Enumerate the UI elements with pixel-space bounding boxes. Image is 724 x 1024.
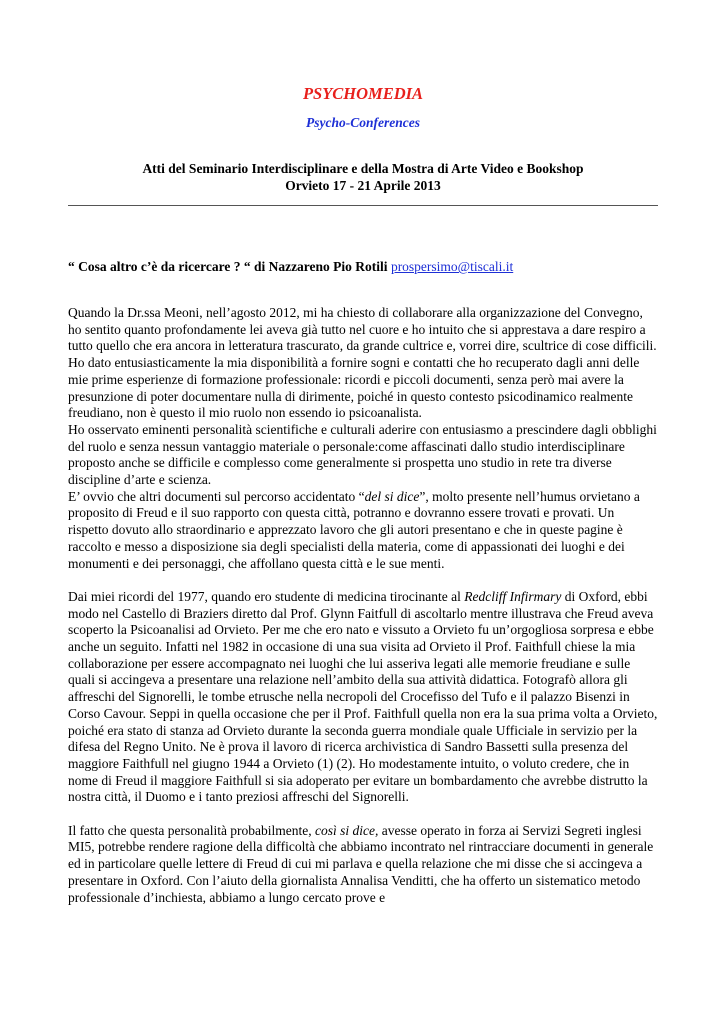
paragraph-4 [68, 589, 658, 806]
site-subtitle: Psycho-Conferences [306, 115, 420, 130]
header-divider [68, 205, 658, 206]
paragraph-1: Quando la Dr.ssa Meoni, nell’agosto 2012, mi ha chiesto di collaborare alla organizzazione del Convegno, ho sentito quanto profondamente lei aveva già tutto nel cuore e ho intuito che si apprestava a dare respiro a tutto quello che era ancora in letteratura trascurato, da grande cultrice e, vorrei dire, scultrice di cose difficili. Ho dato entusiasticamente la mia disponibilità a fornire sogni e contatti che ho recuperato dagli anni delle mie prime esperienze di formazione professionale: ricordi e piccoli documenti, senza però mai avere la presunzione di poter documentare nulla di dirimente, poiché in questo contesto psicodinamico realmente freudiano, non è questo il mio ruolo non essendo io psicoanalista. [68, 305, 657, 421]
paragraph-5-emphasis: così si dice, [315, 822, 379, 838]
event-line-1: Atti del Seminario Interdisciplinare e della Mostra di Arte Video e Bookshop [142, 161, 584, 176]
paragraph-3-text-b: ”, molto presente nell’humus orvietano a proposito di Freud e il suo rapporto con questa città, potranno e dovranno essere trovati e provati. Un rispetto dovuto allo straordinario e apprezzato lavoro che gli autori presentano e che in queste pagine è raccolto e messo a disposizione sia degli specialisti della materia, come di appassionati dei luoghi e dei monumenti e dei personaggi, che affollano questa città e le sue menti. [68, 488, 640, 571]
paragraph-3 [68, 489, 658, 573]
paragraph-3-emphasis: del si dice [364, 488, 420, 504]
paragraph-2: Ho osservato eminenti personalità scientifiche e culturali aderire con entusiasmo a prescindere dagli obblighi del ruolo e senza nessun vantaggio materiale o personale:come affascinati dallo studio interdisciplinare proposto anche se difficile e complesso come generalmente si prospetta uno studio in rete tra diverse discipline d’arte e scienza. [68, 421, 657, 488]
paragraph-5 [68, 823, 658, 907]
article-body [68, 305, 658, 906]
paragraph-3-text-a: E’ ovvio che altri documenti sul percorso accidentato “ [68, 488, 365, 504]
author-email-link[interactable]: prospersimo@tiscali.it [390, 259, 514, 274]
paragraph-4-text-a: Dai miei ricordi del 1977, quando ero studente di medicina tirocinante al [68, 588, 465, 604]
event-heading [68, 160, 658, 194]
article-title [68, 258, 658, 275]
paragraph-4-emphasis: Redcliff Infirmary [464, 588, 562, 604]
event-line-2: Orvieto 17 - 21 Aprile 2013 [285, 178, 441, 193]
paragraph-5-text-b: avesse operato in forza ai Servizi Segreti inglesi MI5, potrebbe rendere ragione della difficoltà che abbiamo incontrato nel rintracciare documenti in generale ed in particolare quelle lettere di Freud di cui mi parlava e quella relazione che mi disse che si accingeva a presentare in Oxford. Con l’aiuto della giornalista Annalisa Venditti, che ha offerto un sistematico metodo professionale d’inchiesta, abbiamo a lungo cercato prove e [68, 822, 654, 905]
site-title: PSYCHOMEDIA [302, 84, 424, 103]
paragraph-5-text-a: Il fatto che questa personalità probabilmente, [68, 822, 316, 838]
document-page [68, 84, 658, 906]
article-title-text: “ Cosa altro c’è da ricercare ? “ di Nazzareno Pio Rotili [68, 259, 388, 274]
paragraph-4-text-b: di Oxford, ebbi modo nel Castello di Braziers diretto dal Prof. Glynn Faitfull di ascoltarlo mentre illustrava che Freud aveva scoperto la Psicoanalisi ad Orvieto. Per me che ero nato e vissuto a Orvieto fu un’orgogliosa sorpresa e ebbe anche un seguito. Infatti nel 1982 in occasione di una sua visita ad Orvieto il Prof. Faithfull chiese la mia collaborazione per essere accompagnato nei luoghi che lui asseriva legati alle memorie freudiane e sulle quali si accingeva a presentare una relazione nell’ambito della sua attività didattica. Fotografò allora gli affreschi del Signorelli, le tombe etrusche nella necropoli del Crocefisso del Tufo e il palazzo Bisenzi in Corso Cavour. Seppi in quella occasione che per il Prof. Faithfull quella non era la sua prima volta a Orvieto, poiché era stato di stanza ad Orvieto durante la seconda guerra mondiale quale Ufficiale in servizio per la difesa del Regno Unito. Ne è prova il lavoro di ricerca archivistica di Sandro Bassetti sulla presenza del maggiore Faithfull nel giugno 1944 a Orvieto (1) (2). Ho modestamente intuito, o voluto credere, che in nome di Freud il maggiore Faithfull si sia adoperato per evitare un bombardamento che avrebbe distrutto la nostra città, il Duomo e i tanto preziosi affreschi del Signorelli. [68, 588, 658, 805]
